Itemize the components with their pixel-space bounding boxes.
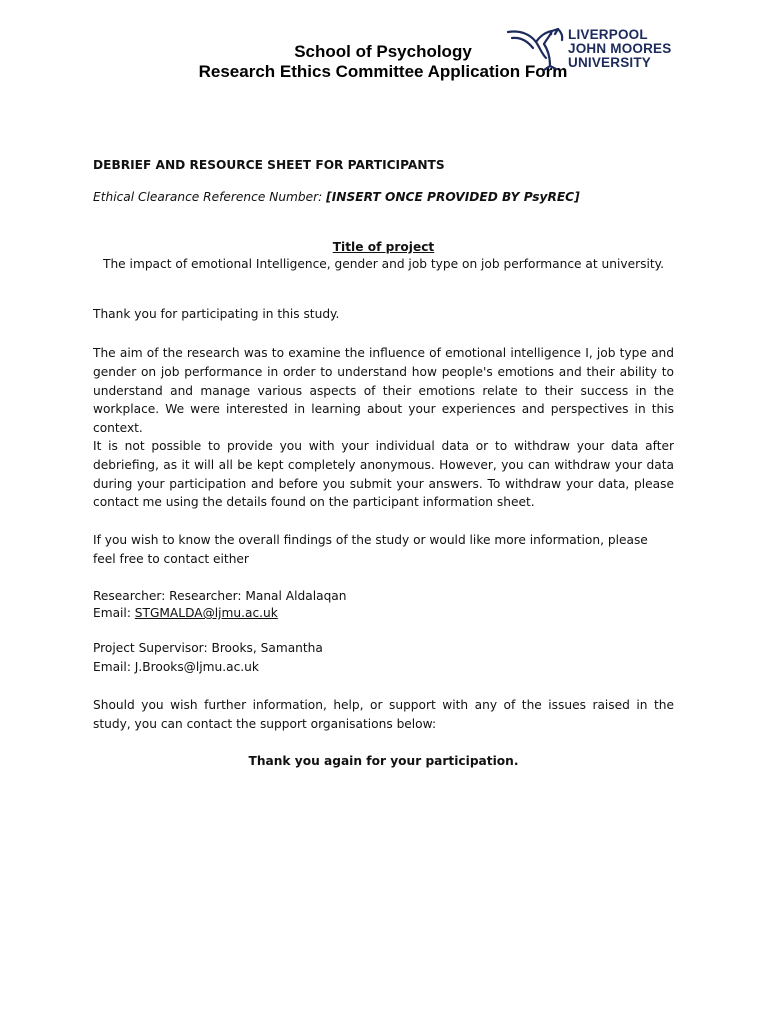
closing-thanks: Thank you again for your participation.: [248, 754, 519, 768]
support-paragraph: Should you wish further information, help, or support with any of the issues raised in the study, you can contact the support organisations below:: [93, 698, 674, 731]
researcher-email-label: Email:: [93, 606, 135, 620]
ethical-reference-value: [INSERT ONCE PROVIDED BY PsyREC]: [326, 190, 580, 204]
ethical-reference: [93, 188, 674, 207]
header-form-title: Research Ethics Committee Application Form: [198, 62, 568, 81]
header-school: School of Psychology: [294, 42, 472, 61]
logo-line-2: JOHN MOORES: [568, 41, 672, 56]
logo-line-1: LIVERPOOL: [568, 27, 648, 42]
researcher-email-link[interactable]: STGMALDA@ljmu.ac.uk: [134, 606, 278, 620]
findings-paragraph: If you wish to know the overall findings of the study or would like more information, please feel free to contact either: [93, 533, 648, 566]
project-title-label: Title of project: [332, 240, 435, 254]
research-aim-paragraph: The aim of the research was to examine the influence of emotional intelligence I, job type and gender on job performance in order to understand how people's emotions and their ability to understand and manage various aspects of their emotions relate to their success in the workplace. We were interested in learning about your experiences and perspectives in this context.: [93, 346, 674, 436]
liver-bird-icon: [506, 26, 566, 72]
logo-line-3: UNIVERSITY: [568, 55, 652, 70]
project-title: The impact of emotional Intelligence, gender and job type on job performance at university.: [103, 257, 664, 271]
ethical-reference-label: Ethical Clearance Reference Number:: [93, 190, 327, 204]
document-heading: DEBRIEF AND RESOURCE SHEET FOR PARTICIPANTS: [93, 158, 445, 172]
logo-wordmark: [568, 28, 671, 70]
thank-you-text: Thank you for participating in this study.: [93, 307, 340, 321]
supervisor-name: Project Supervisor: Brooks, Samantha: [93, 641, 323, 655]
university-logo: [506, 26, 682, 74]
supervisor-email: Email: J.Brooks@ljmu.ac.uk: [93, 660, 259, 674]
researcher-name: Researcher: Researcher: Manal Aldalaqan: [93, 589, 347, 603]
researcher-email: [93, 604, 674, 623]
data-withdrawal-paragraph: It is not possible to provide you with your individual data or to withdraw your data after debriefing, as it will all be kept completely anonymous. However, you can withdraw your data during your participation and before you submit your answers. To withdraw your data, please contact me using the details found on the participant information sheet.: [93, 439, 674, 510]
